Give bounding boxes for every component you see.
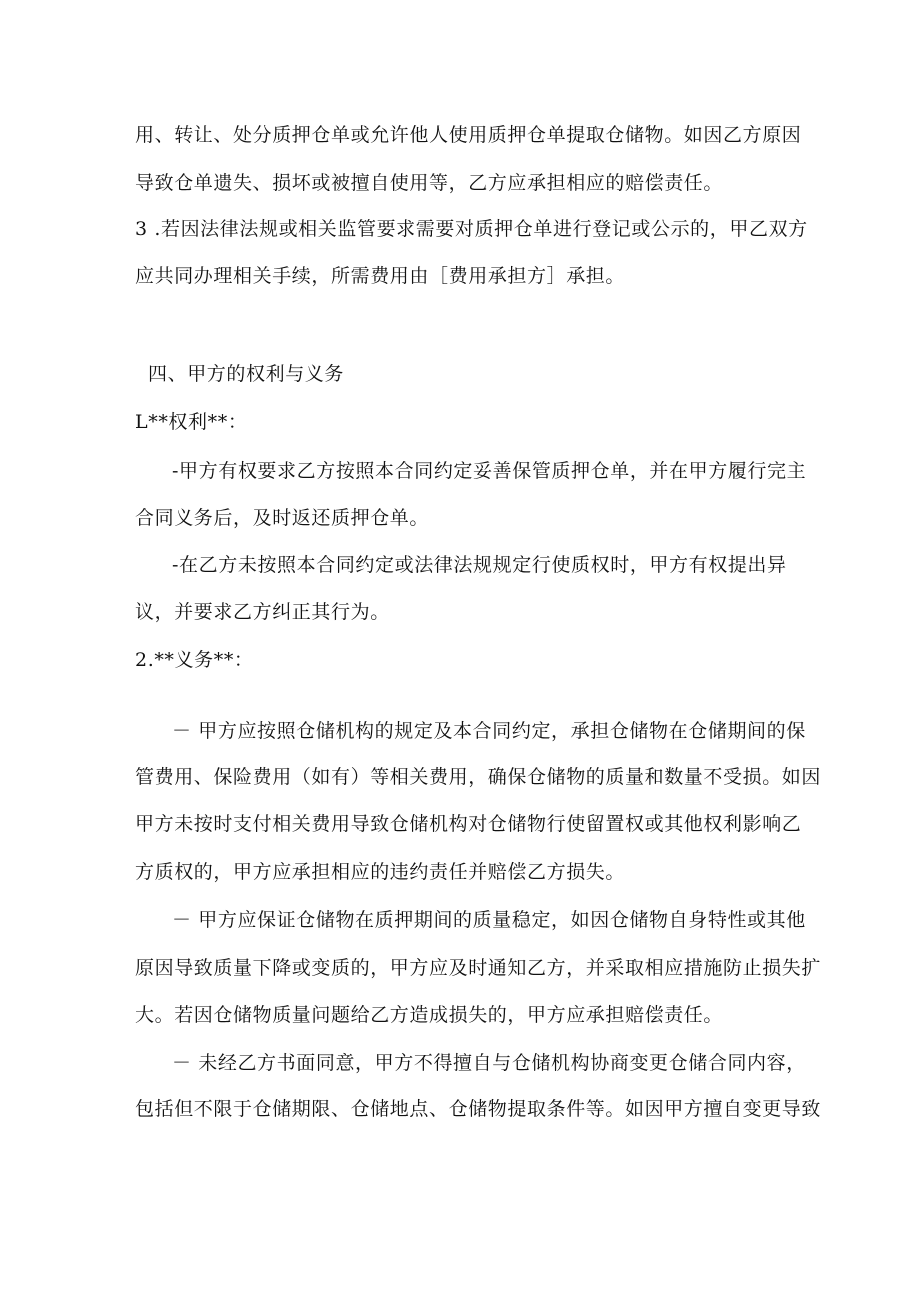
body-text-line: -在乙方未按照本合同约定或法律法规规定行使质权时，甲方有权提出异 — [172, 554, 787, 576]
body-text-line: 包括但不限于仓储期限、仓储地点、仓储物提取条件等。如因甲方擅自变更导致 — [135, 1098, 822, 1120]
section-heading: 四、甲方的权利与义务 — [148, 363, 345, 385]
clause-3-line: 3 .若因法律法规或相关监管要求需要对质押仓单进行登记或公示的，甲乙双方 — [135, 218, 808, 240]
body-text-line: 导致仓单遗失、损坏或被擅自使用等，乙方应承担相应的赔偿责任。 — [135, 172, 724, 194]
body-text-line: 甲方未按时支付相关费用导致仓储机构对仓储物行使留置权或其他权利影响乙 — [135, 813, 802, 835]
body-text-line: 用、转让、处分质押仓单或允许他人使用质押仓单提取仓储物。如因乙方原因 — [135, 124, 802, 146]
body-text-line: -甲方有权要求乙方按照本合同约定妥善保管质押仓单，并在甲方履行完主 — [172, 460, 807, 482]
body-text-line: 原因导致质量下降或变质的，甲方应及时通知乙方，并采取相应措施防止损失扩 — [135, 957, 822, 979]
body-text-line: － 未经乙方书面同意，甲方不得擅自与仓储机构协商变更仓储合同内容， — [172, 1052, 806, 1074]
body-text-line: － 甲方应保证仓储物在质押期间的质量稳定，如因仓储物自身特性或其他 — [172, 909, 806, 931]
body-text-line: 方质权的，甲方应承担相应的违约责任并赔偿乙方损失。 — [135, 861, 626, 883]
body-text-line: 大。若因仓储物质量问题给乙方造成损失的，甲方应承担赔偿责任。 — [135, 1004, 724, 1026]
body-text-line: 应共同办理相关手续，所需费用由［费用承担方］承担。 — [135, 265, 626, 287]
subsection-heading-rights: L**权利**： — [135, 411, 248, 433]
body-text-line: 合同义务后，及时返还质押仓单。 — [135, 507, 430, 529]
subsection-heading-obligations: 2.**义务**： — [135, 649, 254, 671]
body-text-line: 管费用、保险费用（如有）等相关费用，确保仓储物的质量和数量不受损。如因 — [135, 766, 822, 788]
body-text-line: 议，并要求乙方纠正其行为。 — [135, 601, 390, 623]
body-text-line: － 甲方应按照仓储机构的规定及本合同约定，承担仓储物在仓储期间的保 — [172, 720, 806, 742]
